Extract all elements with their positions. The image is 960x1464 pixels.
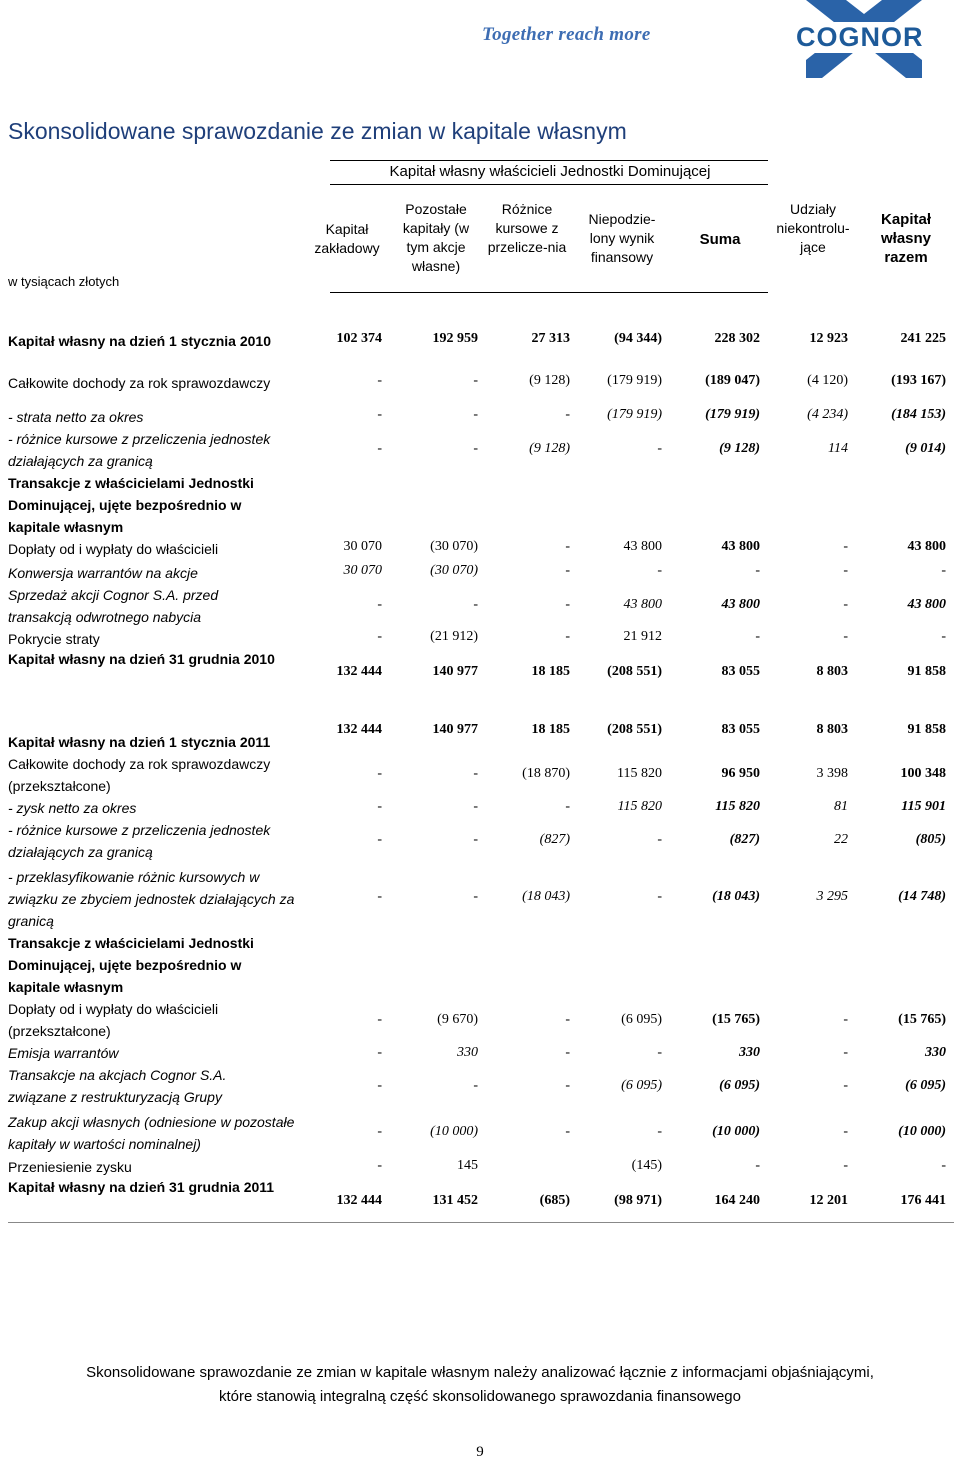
table-cell: (18 043): [522, 889, 570, 904]
table-cell: 96 950: [721, 766, 760, 781]
footer-note-line2: które stanowią integralną część skonsolidowanego sprawozdania finansowego: [219, 1388, 741, 1405]
table-cell: -: [473, 407, 478, 422]
table-cell: 131 452: [432, 1193, 478, 1208]
table-cell: -: [473, 832, 478, 847]
table-cell: 3 398: [816, 766, 848, 781]
table-cell: (208 551): [607, 722, 662, 737]
table-cell: 12 923: [809, 331, 848, 346]
row-label: - różnice kursowe z przeliczenia jednostek działających za granicą: [8, 822, 271, 860]
table-cell: (30 070): [430, 563, 478, 578]
table-cell: 228 302: [714, 331, 760, 346]
table-cell: (6 095): [719, 1078, 760, 1093]
table-cell: -: [377, 1012, 382, 1027]
table-cell: -: [377, 407, 382, 422]
row-label: Zakup akcji własnych (odniesione w pozostałe kapitały w wartości nominalnej): [8, 1114, 295, 1152]
table-cell: (30 070): [430, 539, 478, 554]
table-cell: 102 374: [336, 331, 382, 346]
table-cell: -: [657, 441, 662, 456]
table-cell: 43 800: [721, 539, 760, 554]
table-cell: 241 225: [900, 331, 946, 346]
unit-label: w tysiącach złotych: [8, 274, 120, 289]
table-cell: -: [843, 1078, 848, 1093]
table-cell: 22: [834, 832, 848, 847]
footer-note-line1: Skonsolidowane sprawozdanie ze zmian w kapitale własnym należy analizować łącznie z informacjami objaśniającymi,: [86, 1364, 874, 1381]
row-label: Transakcje na akcjach Cognor S.A. związane z restrukturyzacją Grupy: [8, 1067, 227, 1105]
table-cell: (18 043): [712, 889, 760, 904]
table-cell: -: [843, 1158, 848, 1173]
table-cell: 12 201: [809, 1193, 848, 1208]
table-cell: (10 000): [430, 1124, 478, 1139]
table-cell: (94 344): [614, 331, 662, 346]
table-cell: (805): [915, 832, 946, 847]
table-cell: (98 971): [614, 1193, 662, 1208]
table-cell: (14 748): [898, 889, 946, 904]
table-cell: -: [843, 1124, 848, 1139]
table-cell: (6 095): [621, 1078, 662, 1093]
table-cell: -: [473, 597, 478, 612]
table-cell: 115 820: [617, 799, 662, 814]
table-cell: -: [377, 799, 382, 814]
table-cell: 43 800: [907, 539, 946, 554]
table-cell: -: [473, 1078, 478, 1093]
table-cell: -: [377, 629, 382, 644]
row-label: Kapitał własny na dzień 31 grudnia 2010: [8, 651, 275, 667]
table-cell: 83 055: [721, 722, 760, 737]
table-cell: -: [657, 832, 662, 847]
table-cell: -: [377, 832, 382, 847]
brand-name: COGNOR: [796, 22, 924, 52]
table-cell: (827): [539, 832, 570, 847]
col-header-sum: Suma: [699, 231, 741, 248]
table-cell: (208 551): [607, 664, 662, 679]
table-cell: 43 800: [907, 597, 946, 612]
table-cell: -: [565, 597, 570, 612]
row-label: - zysk netto za okres: [8, 800, 137, 816]
table-cell: -: [377, 766, 382, 781]
table-cell: -: [473, 799, 478, 814]
table-cell: (10 000): [712, 1124, 760, 1139]
table-cell: (4 120): [807, 373, 848, 388]
table-cell: 81: [834, 799, 848, 814]
table-cell: 43 800: [623, 597, 662, 612]
table-cell: (9 670): [437, 1012, 478, 1027]
table-cell: -: [565, 539, 570, 554]
table-cell: (9 128): [529, 373, 570, 388]
table-cell: (189 047): [705, 373, 760, 388]
page-number: 9: [476, 1444, 484, 1460]
table-cell: (145): [631, 1158, 662, 1173]
col-header-total-equity: Kapitał własny razem: [880, 211, 932, 266]
row-label: Transakcje z właścicielami Jednostki Dominującej, ujęte bezpośrednio w kapitale własnym: [8, 475, 254, 535]
table-cell: (9 128): [719, 441, 760, 456]
table-cell: (179 919): [705, 407, 760, 422]
table-cell: -: [377, 441, 382, 456]
row-label: Pokrycie straty: [8, 631, 100, 647]
col-header-retained-earnings: Niepodzie-lony wynik finansowy: [588, 211, 656, 265]
table-cell: -: [843, 539, 848, 554]
table-cell: 18 185: [531, 722, 570, 737]
col-header-non-controlling: Udziały niekontrolu-jące: [776, 201, 850, 255]
column-header-bottom-rule: [330, 292, 768, 293]
row-label: Sprzedaż akcji Cognor S.A. przed transakcją odwrotnego nabycia: [8, 587, 219, 625]
table-cell: -: [755, 1158, 760, 1173]
table-cell: -: [565, 1045, 570, 1060]
table-cell: -: [941, 629, 946, 644]
row-label: Emisja warrantów: [8, 1045, 119, 1061]
table-cell: -: [843, 629, 848, 644]
table-cell: 18 185: [531, 664, 570, 679]
row-label: - strata netto za okres: [8, 409, 144, 425]
table-cell: (6 095): [905, 1078, 946, 1093]
table-cell: -: [843, 597, 848, 612]
table-cell: -: [565, 1012, 570, 1027]
table-cell: 114: [828, 441, 848, 456]
table-cell: -: [657, 889, 662, 904]
table-cell: 330: [925, 1045, 946, 1060]
row-label: Całkowite dochody za rok sprawozdawczy (przekształcone): [8, 756, 271, 794]
table-cell: (193 167): [891, 373, 946, 388]
row-label: Kapitał własny na dzień 31 grudnia 2011: [8, 1179, 275, 1195]
table-cell: -: [657, 1045, 662, 1060]
row-label: Transakcje z właścicielami Jednostki Dominującej, ujęte bezpośrednio w kapitale własnym: [8, 935, 254, 995]
table-cell: (6 095): [621, 1012, 662, 1027]
table-cell: -: [377, 373, 382, 388]
table-cell: 164 240: [714, 1193, 760, 1208]
table-cell: -: [473, 766, 478, 781]
row-label: Dopłaty od i wypłaty do właścicieli (przekształcone): [8, 1001, 219, 1039]
table-cell: 30 070: [343, 539, 382, 554]
table-cell: 115 901: [901, 799, 946, 814]
company-tagline: Together reach more: [482, 24, 651, 45]
row-label: Kapitał własny na dzień 1 stycznia 2011: [8, 734, 271, 750]
col-header-fx-differences: Różnice kursowe z przelicze-nia: [487, 201, 567, 255]
col-header-other-capital: Pozostałe kapitały (w tym akcje własne): [402, 201, 470, 274]
table-cell: 8 803: [816, 722, 848, 737]
table-cell: (9 014): [905, 441, 946, 456]
row-label: Całkowite dochody za rok sprawozdawczy: [8, 375, 271, 391]
table-cell: 330: [457, 1045, 478, 1060]
table-cell: 132 444: [336, 1193, 382, 1208]
table-cell: (4 234): [807, 407, 848, 422]
table-cell: (9 128): [529, 441, 570, 456]
table-cell: 145: [457, 1158, 478, 1173]
row-label: Przeniesienie zysku: [8, 1159, 132, 1175]
table-cell: (15 765): [898, 1012, 946, 1027]
table-cell: -: [473, 373, 478, 388]
group-header: Kapitał własny właścicieli Jednostki Dominującej: [389, 163, 711, 180]
table-cell: -: [657, 563, 662, 578]
table-cell: -: [565, 563, 570, 578]
table-cell: 132 444: [336, 722, 382, 737]
table-cell: (179 919): [607, 373, 662, 388]
table-cell: -: [941, 1158, 946, 1173]
table-cell: 176 441: [900, 1193, 946, 1208]
table-cell: 43 800: [721, 597, 760, 612]
table-cell: 192 959: [432, 331, 478, 346]
table-cell: 91 858: [907, 722, 946, 737]
table-cell: (21 912): [430, 629, 478, 644]
row-label: Dopłaty od i wypłaty do właścicieli: [8, 541, 219, 557]
table-cell: -: [377, 597, 382, 612]
table-cell: -: [657, 1124, 662, 1139]
table-cell: -: [843, 563, 848, 578]
table-cell: (685): [539, 1193, 570, 1208]
page-title: Skonsolidowane sprawozdanie ze zmian w kapitale własnym: [8, 118, 627, 144]
table-cell: -: [565, 629, 570, 644]
table-cell: -: [755, 563, 760, 578]
table-cell: (184 153): [891, 407, 946, 422]
row-label: Konwersja warrantów na akcje: [8, 565, 198, 581]
table-cell: 115 820: [617, 766, 662, 781]
table-cell: 330: [739, 1045, 760, 1060]
table-cell: -: [377, 1124, 382, 1139]
table-cell: -: [755, 629, 760, 644]
col-header-share-capital: Kapitał zakładowy: [314, 221, 380, 256]
table-cell: 115 820: [715, 799, 760, 814]
table-cell: (179 919): [607, 407, 662, 422]
table-cell: -: [843, 1045, 848, 1060]
table-cell: -: [473, 889, 478, 904]
table-bottom-rule: [8, 1222, 954, 1223]
table-cell: 140 977: [432, 664, 478, 679]
table-cell: -: [377, 1078, 382, 1093]
table-cell: (15 765): [712, 1012, 760, 1027]
row-label: - różnice kursowe z przeliczenia jednostek działających za granicą: [8, 431, 271, 469]
table-cell: -: [843, 1012, 848, 1027]
table-cell: 43 800: [623, 539, 662, 554]
table-cell: 27 313: [531, 331, 570, 346]
table-cell: (827): [729, 832, 760, 847]
row-label: Kapitał własny na dzień 1 stycznia 2010: [8, 333, 271, 349]
table-cell: 21 912: [623, 629, 662, 644]
table-cell: 8 803: [816, 664, 848, 679]
table-cell: 140 977: [432, 722, 478, 737]
group-header-top-rule: [330, 160, 768, 161]
table-cell: 132 444: [336, 664, 382, 679]
table-cell: 91 858: [907, 664, 946, 679]
table-cell: -: [377, 1158, 382, 1173]
table-cell: 3 295: [816, 889, 848, 904]
table-cell: (10 000): [898, 1124, 946, 1139]
table-cell: 30 070: [343, 563, 382, 578]
row-label: - przeklasyfikowanie różnic kursowych w związku ze zbyciem jednostek działających za granicą: [8, 869, 295, 929]
table-cell: -: [377, 1045, 382, 1060]
group-header-bottom-rule: [330, 184, 768, 185]
table-cell: -: [473, 441, 478, 456]
table-cell: 83 055: [721, 664, 760, 679]
table-cell: -: [565, 1124, 570, 1139]
table-cell: -: [565, 407, 570, 422]
table-cell: -: [377, 889, 382, 904]
table-cell: -: [565, 799, 570, 814]
table-cell: -: [941, 563, 946, 578]
table-cell: -: [565, 1078, 570, 1093]
table-cell: (18 870): [522, 766, 570, 781]
table-cell: 100 348: [900, 766, 946, 781]
